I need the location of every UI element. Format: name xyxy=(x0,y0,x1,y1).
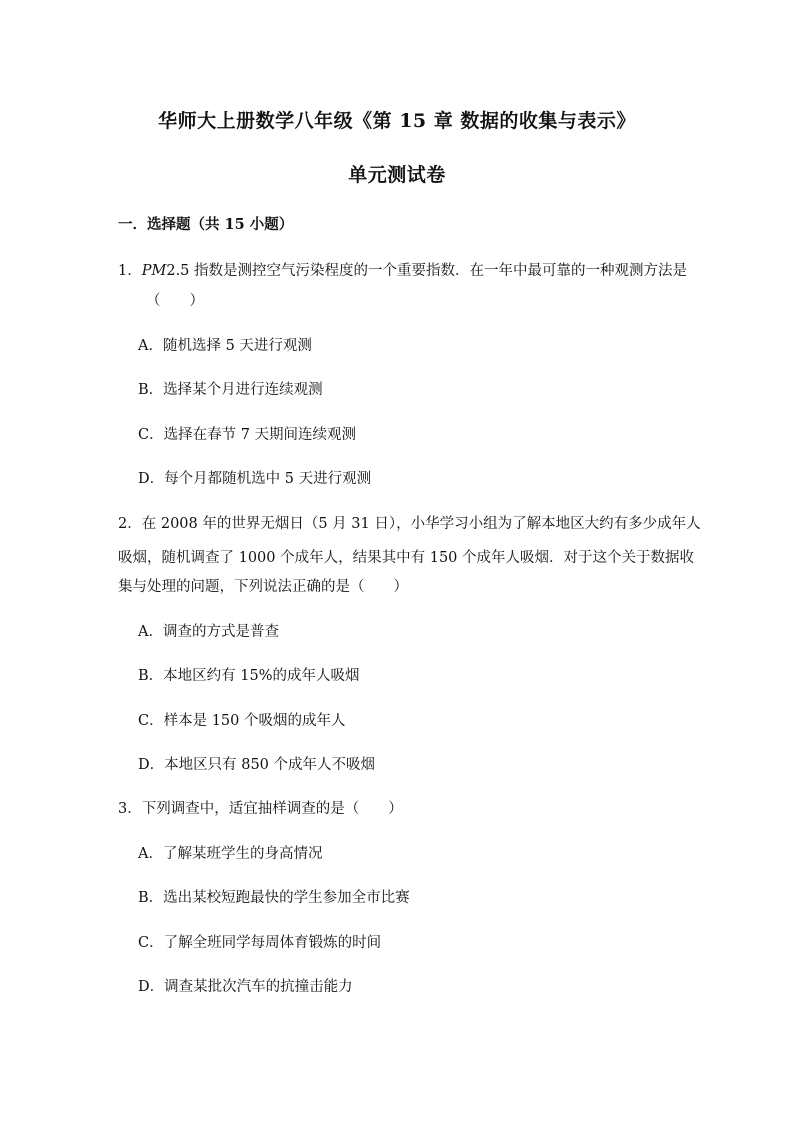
question-1-option-c: C．选择在春节 7 天期间连续观测 xyxy=(138,427,357,443)
section-heading: 一．选择题（共 15 小题） xyxy=(118,216,294,233)
question-number: 3． xyxy=(118,801,142,817)
question-number: 1． xyxy=(118,263,142,279)
question-1-option-d: D．每个月都随机选中 5 天进行观测 xyxy=(138,471,372,487)
question-italic-term: PM xyxy=(141,263,167,279)
question-2-option-c: C．样本是 150 个吸烟的成年人 xyxy=(138,713,346,729)
question-3-option-a: A．了解某班学生的身高情况 xyxy=(138,846,323,862)
question-2-option-d: D．本地区只有 850 个成年人不吸烟 xyxy=(138,757,376,773)
exam-subtitle: 单元测试卷 xyxy=(348,164,446,186)
question-text: 2.5 指数是测控空气污染程度的一个重要指数．在一年中最可靠的一种观测方法是 xyxy=(166,263,688,279)
question-1-option-a: A．随机选择 5 天进行观测 xyxy=(138,338,312,354)
question-text: 在 2008 年的世界无烟日（5 月 31 日），小华学习小组为了解本地区大约有多少成年人 xyxy=(141,516,701,532)
question-3-stem xyxy=(118,797,403,818)
question-number: 2． xyxy=(118,516,142,532)
question-3-option-c: C．了解全班同学每周体育锻炼的时间 xyxy=(138,935,382,951)
question-1-stem-continued: （ ） xyxy=(146,293,204,309)
question-1-stem xyxy=(118,259,687,280)
question-2-stem-line-2: 吸烟，随机调查了 1000 个成年人，结果其中有 150 个成年人吸烟．对于这个关于数据收 xyxy=(118,550,695,566)
question-2-option-b: B．本地区约有 15%的成年人吸烟 xyxy=(138,668,360,684)
question-3-option-d: D．调查某批次汽车的抗撞击能力 xyxy=(138,979,353,995)
question-text: 下列调查中，适宜抽样调查的是（ ） xyxy=(141,801,403,817)
question-2-option-a: A．调查的方式是普查 xyxy=(138,624,279,640)
question-1-option-b: B．选择某个月进行连续观测 xyxy=(138,382,323,398)
question-3-option-b: B．选出某校短跑最快的学生参加全市比赛 xyxy=(138,890,410,906)
exam-title: 华师大上册数学八年级《第 15 章 数据的收集与表示》 xyxy=(158,110,636,132)
question-2-stem-line-3: 集与处理的问题，下列说法正确的是（ ） xyxy=(118,579,408,595)
question-2-stem xyxy=(118,512,701,533)
